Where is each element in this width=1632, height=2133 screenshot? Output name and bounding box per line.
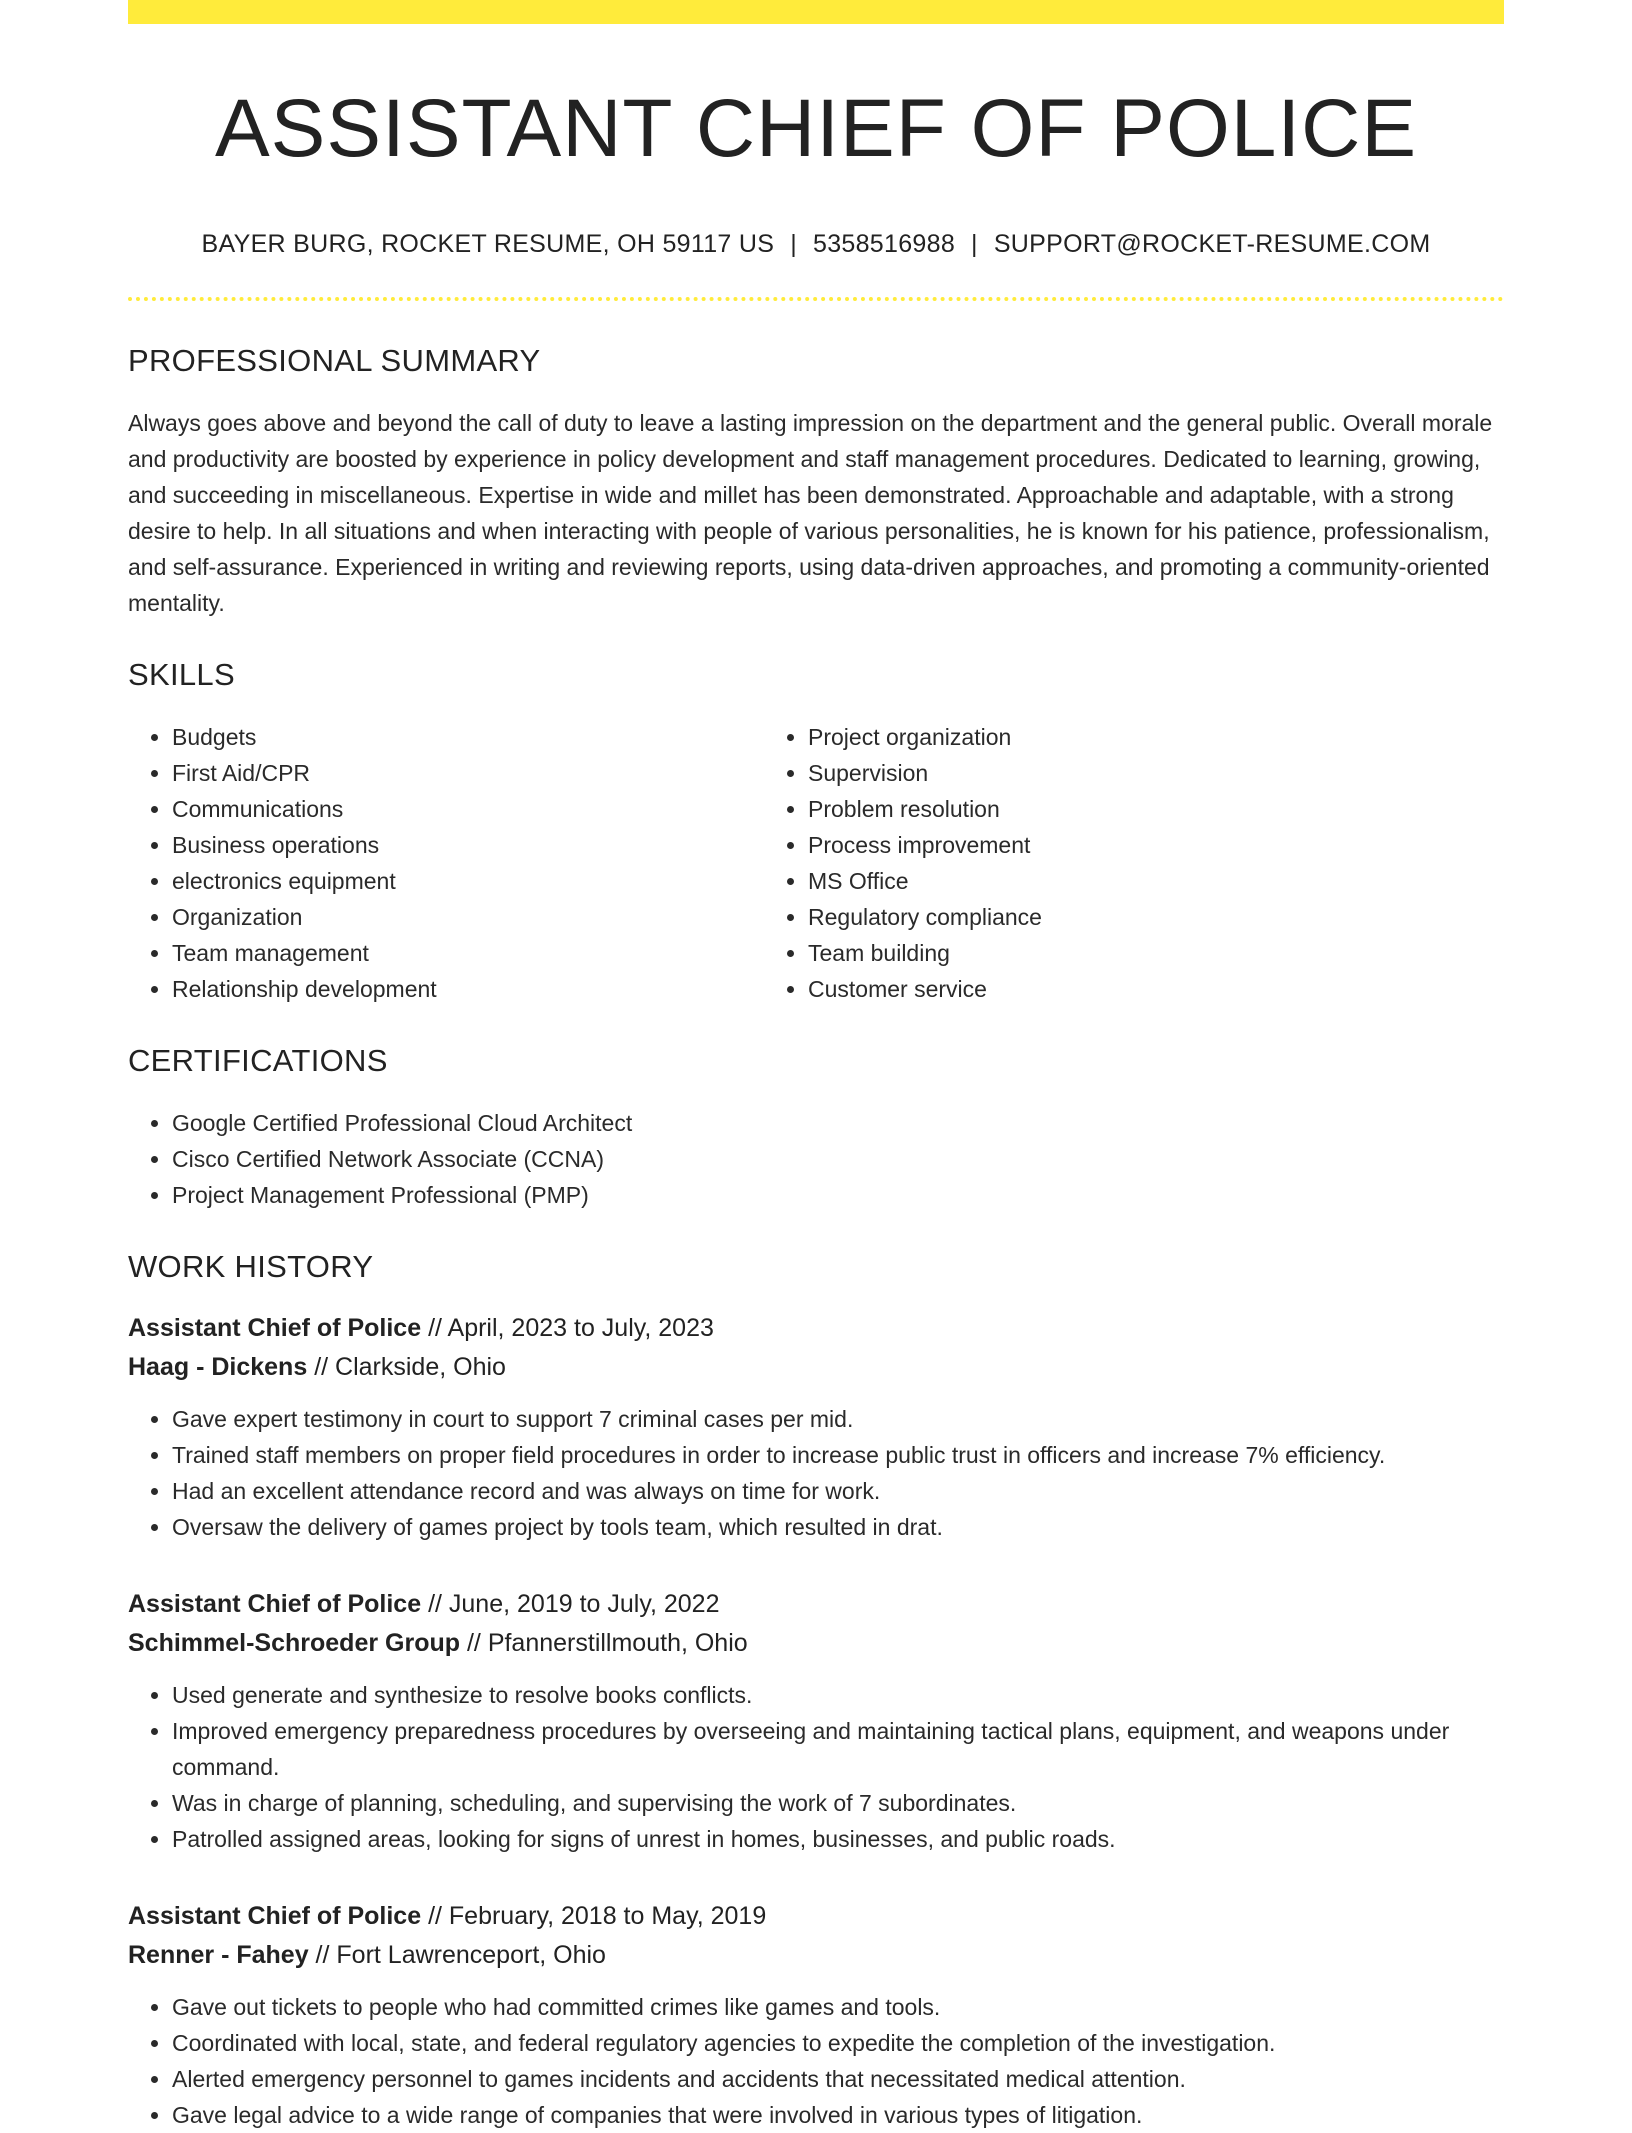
job-entry [128,1897,1504,2133]
job-title: Assistant Chief of Police [128,1590,422,1619]
skill-item: • Relationship development [172,971,762,1007]
job-dates: // February, 2018 to May, 2019 [421,1902,767,1931]
section-heading: SKILLS [128,657,235,693]
job-bullet: • Improved emergency preparedness procedures by overseeing and maintaining tactical plans, equipment, and weapons under command. [172,1713,1504,1785]
contact-separator: | [790,230,797,259]
job-bullet: • Oversaw the delivery of games project by tools team, which resulted in drat. [172,1509,1504,1545]
resume-page [128,0,1504,2133]
skills-list-left [128,719,762,1007]
job-bullet: • Gave expert testimony in court to support 7 criminal cases per mid. [172,1401,1504,1437]
skill-item: • Team building [808,935,1504,971]
certification-item: • Cisco Certified Network Associate (CCNA) [172,1141,1504,1177]
skill-item: • Problem resolution [808,791,1504,827]
skill-item: • First Aid/CPR [172,755,762,791]
certifications-section [128,1043,1504,1213]
skill-item: • Business operations [172,827,762,863]
skill-item: • Regulatory compliance [808,899,1504,935]
skills-section [128,657,1504,1007]
section-heading: CERTIFICATIONS [128,1043,388,1079]
skill-item: • Project organization [808,719,1504,755]
job-bullet: • Gave out tickets to people who had committed crimes like games and tools. [172,1989,1504,2025]
job-bullet: • Used generate and synthesize to resolve books conflicts. [172,1677,1504,1713]
job-location: // Clarkside, Ohio [307,1353,506,1382]
contact-email: SUPPORT@ROCKET-RESUME.COM [993,230,1431,259]
job-title-line [128,1585,1504,1624]
job-title: Assistant Chief of Police [128,1902,422,1931]
job-company-line [128,1936,1504,1975]
job-bullet: • Gave legal advice to a wide range of companies that were involved in various types of litigation. [172,2097,1504,2133]
dotted-divider [128,297,1504,301]
job-bullet: • Alerted emergency personnel to games incidents and accidents that necessitated medical attention. [172,2061,1504,2097]
job-company: Haag - Dickens [128,1353,308,1382]
skill-item: • Organization [172,899,762,935]
job-title-line [128,1309,1504,1348]
skill-item: • Process improvement [808,827,1504,863]
job-entry [128,1585,1504,1857]
job-bullet: • Trained staff members on proper field procedures in order to increase public trust in officers and increase 7% efficiency. [172,1437,1504,1473]
top-accent-bar [128,0,1504,24]
job-bullets [128,1677,1504,1857]
skill-item: • electronics equipment [172,863,762,899]
job-bullet: • Patrolled assigned areas, looking for signs of unrest in homes, businesses, and public roads. [172,1821,1504,1857]
skills-list-right [762,719,1504,1007]
job-title: Assistant Chief of Police [128,1314,422,1343]
professional-summary-section [128,343,1504,621]
skill-item: • Supervision [808,755,1504,791]
skill-item: • MS Office [808,863,1504,899]
section-heading: WORK HISTORY [128,1249,374,1285]
job-location: // Pfannerstillmouth, Ohio [460,1629,748,1658]
job-company: Schimmel-Schroeder Group [128,1629,461,1658]
job-bullets [128,1989,1504,2133]
work-history-section [128,1249,1504,2133]
job-bullet: • Coordinated with local, state, and federal regulatory agencies to expedite the completion of the investigation. [172,2025,1504,2061]
job-company: Renner - Fahey [128,1941,309,1970]
contact-phone: 5358516988 [812,230,956,259]
job-bullet: • Was in charge of planning, scheduling, and supervising the work of 7 subordinates. [172,1785,1504,1821]
resume-title: ASSISTANT CHIEF OF POLICE [214,83,1418,174]
skills-grid [128,719,1504,1007]
job-dates: // April, 2023 to July, 2023 [421,1314,714,1343]
skill-item: • Budgets [172,719,762,755]
job-dates: // June, 2019 to July, 2022 [421,1590,720,1619]
job-bullet: • Had an excellent attendance record and was always on time for work. [172,1473,1504,1509]
job-entry [128,1309,1504,1545]
job-bullets [128,1401,1504,1545]
skill-item: • Communications [172,791,762,827]
job-location: // Fort Lawrenceport, Ohio [308,1941,606,1970]
certification-item: • Project Management Professional (PMP) [172,1177,1504,1213]
skill-item: • Customer service [808,971,1504,1007]
section-heading: PROFESSIONAL SUMMARY [128,343,541,379]
contact-separator: | [971,230,978,259]
contact-line [128,230,1504,259]
job-company-line [128,1624,1504,1663]
contact-address: BAYER BURG, ROCKET RESUME, OH 59117 US [201,230,775,259]
job-company-line [128,1348,1504,1387]
job-title-line [128,1897,1504,1936]
certification-item: • Google Certified Professional Cloud Architect [172,1105,1504,1141]
summary-text: Always goes above and beyond the call of duty to leave a lasting impression on the department and the general public. Overall morale and productivity are boosted by experience in policy development and staff management procedures. Dedicated to learning, growing, and succeeding in miscellaneous. Expertise in wide and millet has been demonstrated. Approachable and adaptable, with a strong desire to help. In all situations and when interacting with people of various personalities, he is known for his patience, professionalism, and self-assurance. Experienced in writing and reviewing reports, using data-driven approaches, and promoting a community-oriented mentality. [128,410,1493,617]
skill-item: • Team management [172,935,762,971]
certifications-list [128,1105,1504,1213]
